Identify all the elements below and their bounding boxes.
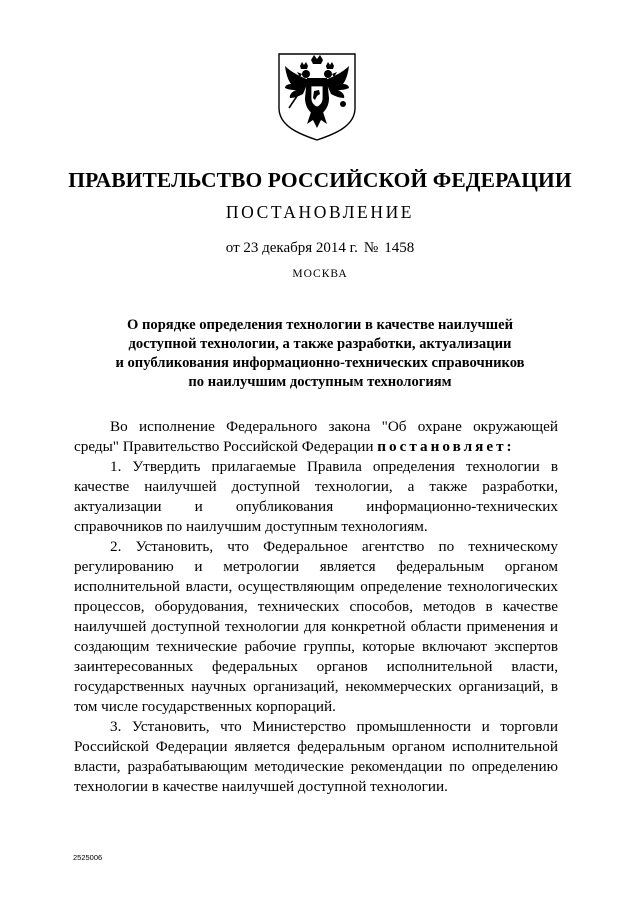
paragraph-1: 1. Утвердить прилагаемые Правила определения технологии в качестве наилучшей доступной технологии, а также разработки, актуализации и опубликования информационно-технических справочников по наилучшим доступным технологиям. (74, 458, 558, 535)
heading-line: доступной технологии, а также разработки, актуализации (128, 336, 512, 352)
paragraph-2: 2. Установить, что Федеральное агентство по техническому регулированию и метрологии является федеральным органом исполнительной власти, осуществляющим определение технологических процессов, оборудования, технических способов, методов в качестве наилучшей доступной технологии для конкретной области применения и создающим технические рабочие группы, которые включают экспертов заинтересованных федеральных органов исполнительной власти, государственных научных организаций, некоммерческих организаций, в том числе государственных корпораций. (74, 538, 558, 715)
heading-line: и опубликования информационно-технических справочников (115, 355, 525, 371)
city: МОСКВА (292, 268, 348, 280)
coat-of-arms-icon (273, 50, 361, 142)
heading-line: по наилучшим доступным технологиям (188, 374, 452, 390)
heading-line: О порядке определения технологии в качестве наилучшей (126, 317, 513, 333)
government-title: ПРАВИТЕЛЬСТВО РОССИЙСКОЙ ФЕДЕРАЦИИ (68, 168, 572, 192)
footer-code: 2525006 (73, 853, 103, 862)
preamble-paragraph (74, 417, 558, 457)
decree-word: постановляет: (377, 438, 515, 455)
document-heading (60, 316, 580, 392)
document-body (74, 417, 558, 797)
preamble-text: Во исполнение Федерального закона "Об охране окружающей среды" Правительство Российской Федерации (74, 418, 558, 455)
document-type: ПОСТАНОВЛЕНИЕ (225, 202, 415, 222)
document-number: 1458 (384, 240, 415, 256)
number-label: № (363, 240, 379, 256)
document-date-line (0, 240, 640, 257)
paragraph-3: 3. Установить, что Министерство промышленности и торговли Российской Федерации является федеральным органом исполнительной власти, разрабатывающим методические рекомендации по определению технологии в качестве наилучшей доступной технологии. (74, 718, 558, 795)
document-date: от 23 декабря 2014 г. (225, 240, 358, 256)
